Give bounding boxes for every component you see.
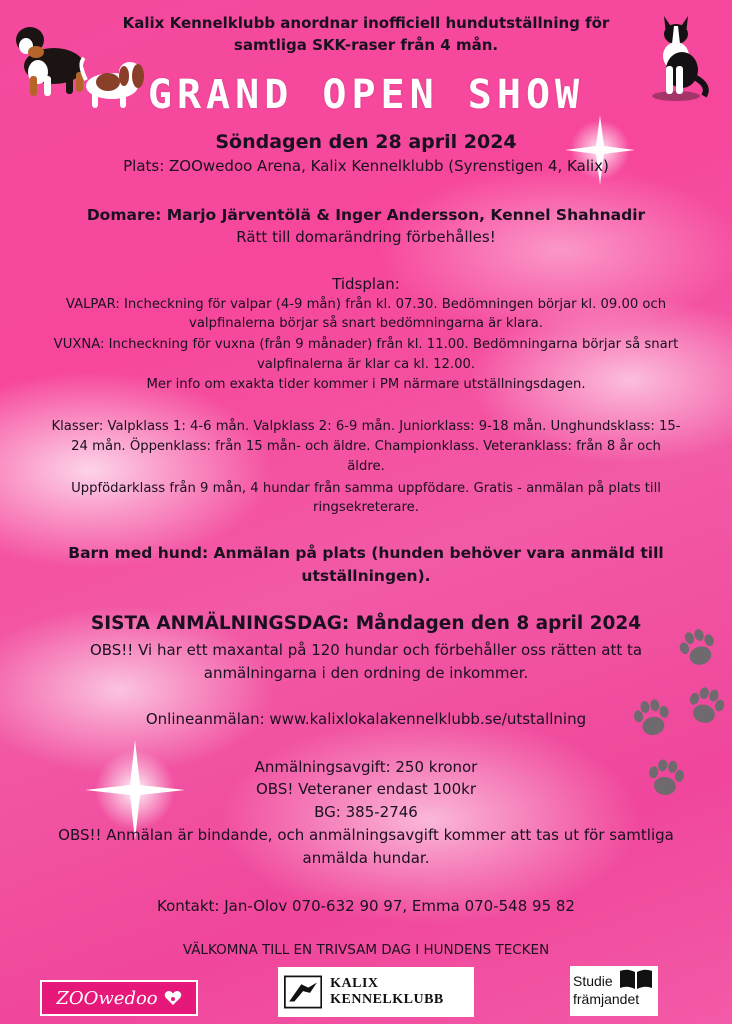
- fee-line: BG: 385-2746: [314, 803, 418, 821]
- paw-print-icon: [627, 693, 678, 744]
- schedule-heading: Tidsplan:: [332, 275, 400, 293]
- schedule-line: VALPAR: Incheckning för valpar (4-9 mån) från kl. 07.30. Bedömningen börjar kl. 09.00 och: [65, 297, 667, 312]
- fee-line: anmälda hundar.: [302, 849, 430, 867]
- kalix-emblem-icon: [284, 973, 322, 1011]
- page-title: GRAND OPEN SHOW: [147, 72, 585, 118]
- deadline-heading: SISTA ANMÄLNINGSDAG: Måndagen den 8 april 2024: [90, 613, 642, 634]
- paw-print-icon: [641, 753, 691, 803]
- classes-line: äldre.: [347, 459, 385, 474]
- fee-line: OBS! Veteraner endast 100kr: [256, 780, 476, 798]
- book-icon: [618, 968, 654, 990]
- judges: Domare: Marjo Järventölä & Inger Andersson, Kennel Shahnadir: [86, 206, 646, 224]
- event-venue: Plats: ZOOwedoo Arena, Kalix Kennelklubb (Syrenstigen 4, Kalix): [123, 157, 609, 175]
- kalix-logo-text: KALIX KENNELKLUBB: [330, 976, 444, 1007]
- judges-note: Rätt till domarändring förbehålles!: [236, 228, 496, 246]
- zoowedoo-logo-text: ZOOwedoo: [56, 987, 158, 1009]
- welcome-line: VÄLKOMNA TILL EN TRIVSAM DAG I HUNDENS TECKEN: [182, 942, 550, 958]
- intro-line-1: Kalix Kennelklubb anordnar inofficiell hundutställning för: [122, 14, 610, 32]
- fee-line: OBS!! Anmälan är bindande, och anmälningsavgift kommer att tas ut för samtliga: [58, 826, 674, 844]
- schedule-line: valpfinalerna börjar så snart bedömningarna är klara.: [189, 316, 543, 331]
- studie-text: Studie: [573, 973, 613, 989]
- online-registration-link[interactable]: Onlineanmälan: www.kalixlokalakennelklubb.se/utstallning: [145, 710, 587, 728]
- zoowedoo-logo: [40, 980, 198, 1016]
- deadline-note: anmälningarna i den ordning de inkommer.: [203, 664, 529, 682]
- studie-text: främjandet: [573, 991, 640, 1007]
- schedule-line: valpfinalerna är klar ca kl. 12.00.: [256, 357, 476, 372]
- studiefrämjandet-logo: [570, 966, 658, 1016]
- children-line: utställningen).: [301, 567, 431, 585]
- heart-paw-icon: [164, 990, 182, 1006]
- children-line: Barn med hund: Anmälan på plats (hunden behöver vara anmäld till: [68, 544, 664, 562]
- kalix-kennelklubb-logo: [278, 967, 474, 1017]
- contact: Kontakt: Jan-Olov 070-632 90 97, Emma 070-548 95 82: [157, 897, 575, 915]
- classes-line: Uppfödarklass från 9 mån, 4 hundar från samma uppfödare. Gratis - anmälan på plats till: [71, 481, 661, 496]
- schedule-line: VUXNA: Incheckning för vuxna (från 9 månader) från kl. 11.00. Bedömningarna börjar så snart: [53, 337, 679, 352]
- classes-line: Klasser: Valpklass 1: 4-6 mån. Valpklass 2: 6-9 mån. Juniorklass: 9-18 mån. Unghundsklass: 15-: [51, 419, 681, 434]
- classes-line: 24 mån. Öppenklass: från 15 mån- och äldre. Championklass. Veteranklass: från 8 år och: [71, 439, 661, 454]
- classes-line: ringsekreterare.: [313, 500, 419, 515]
- schedule-line: Mer info om exakta tider kommer i PM närmare utställningsdagen.: [146, 377, 586, 392]
- deadline-note: OBS!! Vi har ett maxantal på 120 hundar och förbehåller oss rätten att ta: [89, 641, 643, 659]
- fee-line: Anmälningsavgift: 250 kronor: [254, 758, 478, 776]
- intro-line-2: samtliga SKK-raser från 4 mån.: [233, 36, 499, 54]
- event-date: Söndagen den 28 april 2024: [215, 131, 517, 153]
